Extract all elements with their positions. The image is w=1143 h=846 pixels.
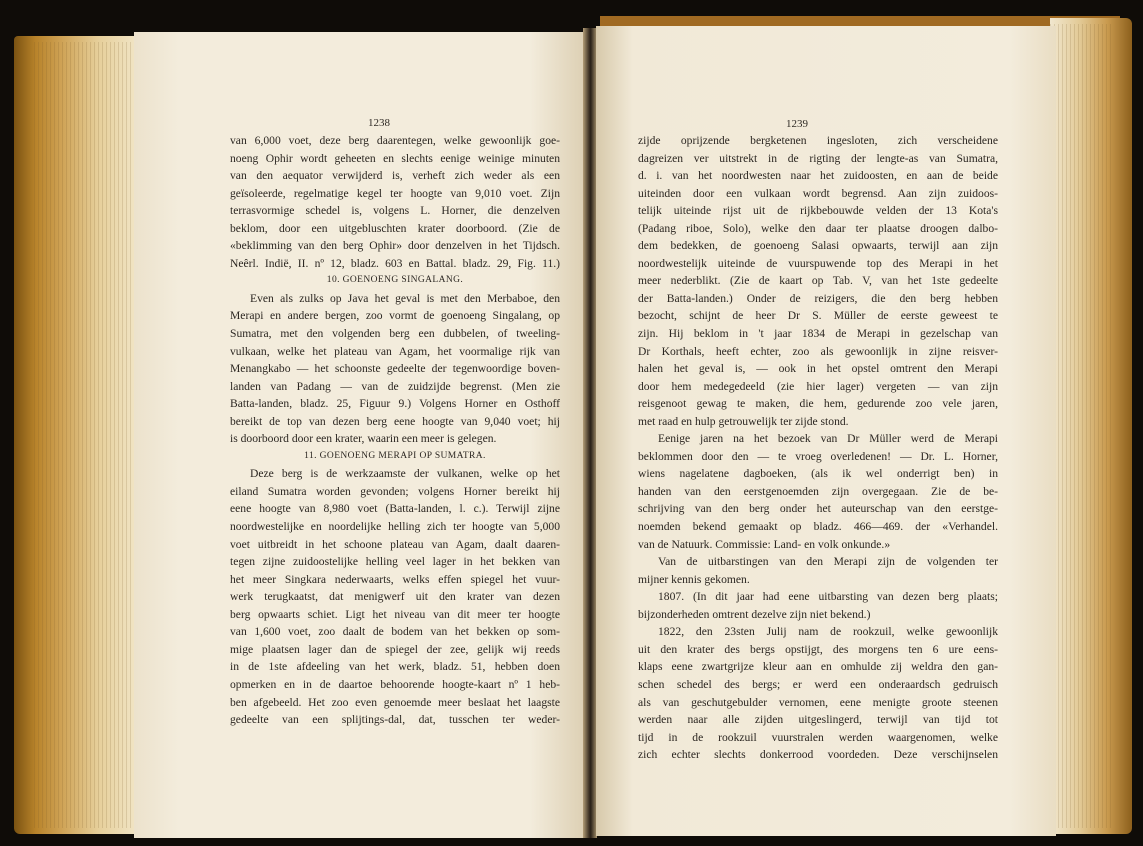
text-line: 11. GOENOENG MERAPI OP SUMATRA. [304,450,486,461]
text-line: der Batta-landen.) Onder de reizigers, die den berg hebben [638,291,998,305]
text-line: Batta-landen, bladz. 25, Figuur 9.) Volgens Horner en Osthoff [230,397,560,411]
text-line: Even als zulks op Java het geval is met den Merbaboe, den [250,291,560,305]
text-line: van 1,600 voet, zoo daalt de bodem van het bekken op som- [230,625,560,639]
text-line: zijn. Hij beklom in 't jaar 1834 de Merapi in gezelschap van [638,327,998,341]
text-line: 10. GOENOENG SINGALANG. [326,275,464,286]
text-line: van de Natuurk. Commissie: Land- en volk onkunde.» [638,537,891,551]
text-line: Van de uitbarstingen van den Merapi zijn de volgenden ter [658,555,998,569]
text-line: zich echter slechts donkerrood voordeden. Deze verschijnselen [638,748,998,762]
text-line: gedeelte van een splijtings-dal, dat, tusschen ter weder- [230,713,560,727]
text-line: landen van Padang — van de zuidzijde begrenst. (Men zie [230,379,560,393]
text-line: noordwestelijk uiteinde de vuurspuwende top des Merapi in het [638,256,998,270]
left-page-number: 1238 [368,117,390,129]
text-line: tijd in de rookzuil vuurstralen werden waargenomen, welke [638,730,998,744]
text-line: eene hoogte van 8,980 voet (Batta-landen, l. c.). Terwijl zijne [230,502,560,516]
text-line: mijner kennis gekomen. [638,572,750,586]
text-line: van 6,000 voet, deze berg daarentegen, welke gewoonlijk goe- [230,134,560,147]
text-line: handen van den eerstgenoemden zijn overgegaan. Zie de be- [638,484,998,498]
text-line: d. i. van het noordwesten naar het zuidoosten, en aan de beide [638,169,998,183]
text-line: klaps eene zwartgrijze kleur aan en omhulde zij weldra den gan- [638,660,998,674]
text-line: Deze berg is de werkzaamste der vulkanen, welke op het [250,467,560,481]
text-line: zijde oprijzende bergketenen ingesloten, zich verscheidene [638,134,998,147]
text-line: werden naar alle zijden uitgeslingerd, terwijl van tijd tot [638,713,998,727]
text-line: wiens nagelatene dagboeken, (als ik wel onderrigt ben) in [638,467,998,481]
right-page-text [638,132,998,764]
page-edges-left [14,36,134,834]
text-line: met raad en hulp getrouwelijk ter zijde stond. [638,414,849,428]
text-line: tegen zijne zuidoostelijke helling veel lager in het bekken van [230,555,560,569]
text-line: (Padang riboe, Solo), welke den daar ter plaatse droogen dalbo- [638,221,998,235]
text-line: Neêrl. Indië, II. nº 12, bladz. 603 en Battal. bladz. 29, Fig. 11.) [230,256,560,270]
text-line: het meer Singkara nederwaarts, welks effen spiegel het vuur- [230,572,560,586]
text-line: is doorboord door een krater, waarin een meer is gelegen. [230,432,497,446]
text-line: beklom, door een uitgebluschten krater doorboord. (Zie de [230,221,560,235]
text-line: noeng Ophir wordt geheeten en slechts eenige weinige minuten [230,151,560,165]
text-line: dem bedekken, de goenoeng Salasi opwaarts, terwijl aan zijn [638,239,998,253]
text-line: schrijving van den berg onder het auteurschap van den eerstge- [638,502,998,516]
text-line: Merapi en andere bergen, zoo vormt de goenoeng Singalang, op [230,309,560,323]
text-line: eiland Sumatra worden gevonden; volgens Horner bereikt hij [230,484,560,498]
right-page-number: 1239 [786,118,808,130]
text-line: berg opwaarts schiet. Ligt het niveau van dit meer ter hoogte [230,607,560,621]
text-line: Eenige jaren na het bezoek van Dr Müller werd de Merapi [658,432,998,446]
text-line: werk terugkaatst, dat menigwerf uit den krater van dezen [230,590,560,604]
text-line: mige plaatsen lager dan de spiegel der zee, gelijk wij reeds [230,642,560,656]
text-line: 1822, den 23sten Julij nam de rookzuil, welke gewoonlijk [658,625,998,639]
text-line: Sumatra, met den volgenden berg een dubbelen, of tweeling- [230,327,560,341]
book-gutter [583,28,597,838]
text-line: meer nederblikt. (Zie de kaart op Tab. V, van het 1ste gedeelte [638,274,998,288]
text-line: ben afgebeeld. Het zoo even genoemde meer beslaat het laagste [230,695,560,709]
book-cover-top [600,16,1120,26]
text-line: bijzonderheden omtrent dezelve zijn niet bekend.) [638,607,871,621]
text-line: uiteinden door een vulkaan wordt begrensd. Aan zijn zuidoos- [638,186,998,200]
text-line: door hem medegedeeld (zie hier lager) vergeten — van zijn [638,379,998,393]
text-line: bezocht, schijnt de heer Dr S. Müller de eerste geweest te [638,309,998,323]
text-line: terrasvormige schedel is, volgens L. Horner, die denzelven [230,204,560,218]
text-line: schen schedel des bergs; er werd een onderaardsch gedruisch [638,677,998,691]
text-line: in de 1ste afdeeling van het werk, bladz. 51, hebben doen [230,660,560,674]
text-line: opmerken en in de daartoe behoorende hoogte-kaart nº 1 heb- [230,677,560,691]
right-page [596,26,1056,836]
text-line: 1807. (In dit jaar had eene uitbarsting van dezen berg plaats; [658,590,998,604]
text-line: noemden bekend gemaakt op bladz. 466—469. der «Verhandel. [638,520,998,534]
left-page [134,32,584,838]
text-line: «beklimming van den berg Ophir» door denzelven in het Tijdsch. [230,239,560,253]
text-line: geïsoleerde, regelmatige kegel ter hoogte van 9,010 voet. Zijn [230,186,560,200]
text-line: telijk uiteinde rijst uit de rijkbebouwde velden der 13 Kota's [638,204,998,218]
text-line: als van geschutgebulder vernomen, eene menigte groote steenen [638,695,998,709]
text-line: halen het geval is, — ook in het opstel omtrent den Merapi [638,362,998,376]
text-line: Menangkabo — het schoonste gedeelte der tegenwoordige boven- [230,362,560,376]
text-line: vulkaan, welke het plateau van Agam, het voormalige rijk van [230,344,560,358]
text-line: noordwestelijke en noordelijke helling zich ter hoogte van 5,000 [230,520,560,534]
text-line: Dr Korthals, heeft echter, zoo als gewoonlijk in zijne reisver- [638,344,998,358]
text-line: reisgenoot gewag te maken, die hem, gedurende zoo vele jaren, [638,397,998,411]
text-line: uit den krater des bergs opstijgt, des morgens ten 6 ure eens- [638,642,998,656]
text-line: dagreizen ver uitstrekt in de rigting der lengte-as van Sumatra, [638,151,998,165]
page-edges-right [1050,18,1132,834]
text-line: bereikt de top van dezen berg eene hoogte van 9,040 voet; hij [230,414,560,428]
text-line: voet uitbreidt in het schoone plateau van Agam, daalt daaren- [230,537,560,551]
text-line: beklommen door den — te vroeg overledenen! — Dr. L. Horner, [638,449,998,463]
text-line: van den aequator verwijderd is, verheft zich weder als een [230,169,560,183]
left-page-text [230,132,560,729]
